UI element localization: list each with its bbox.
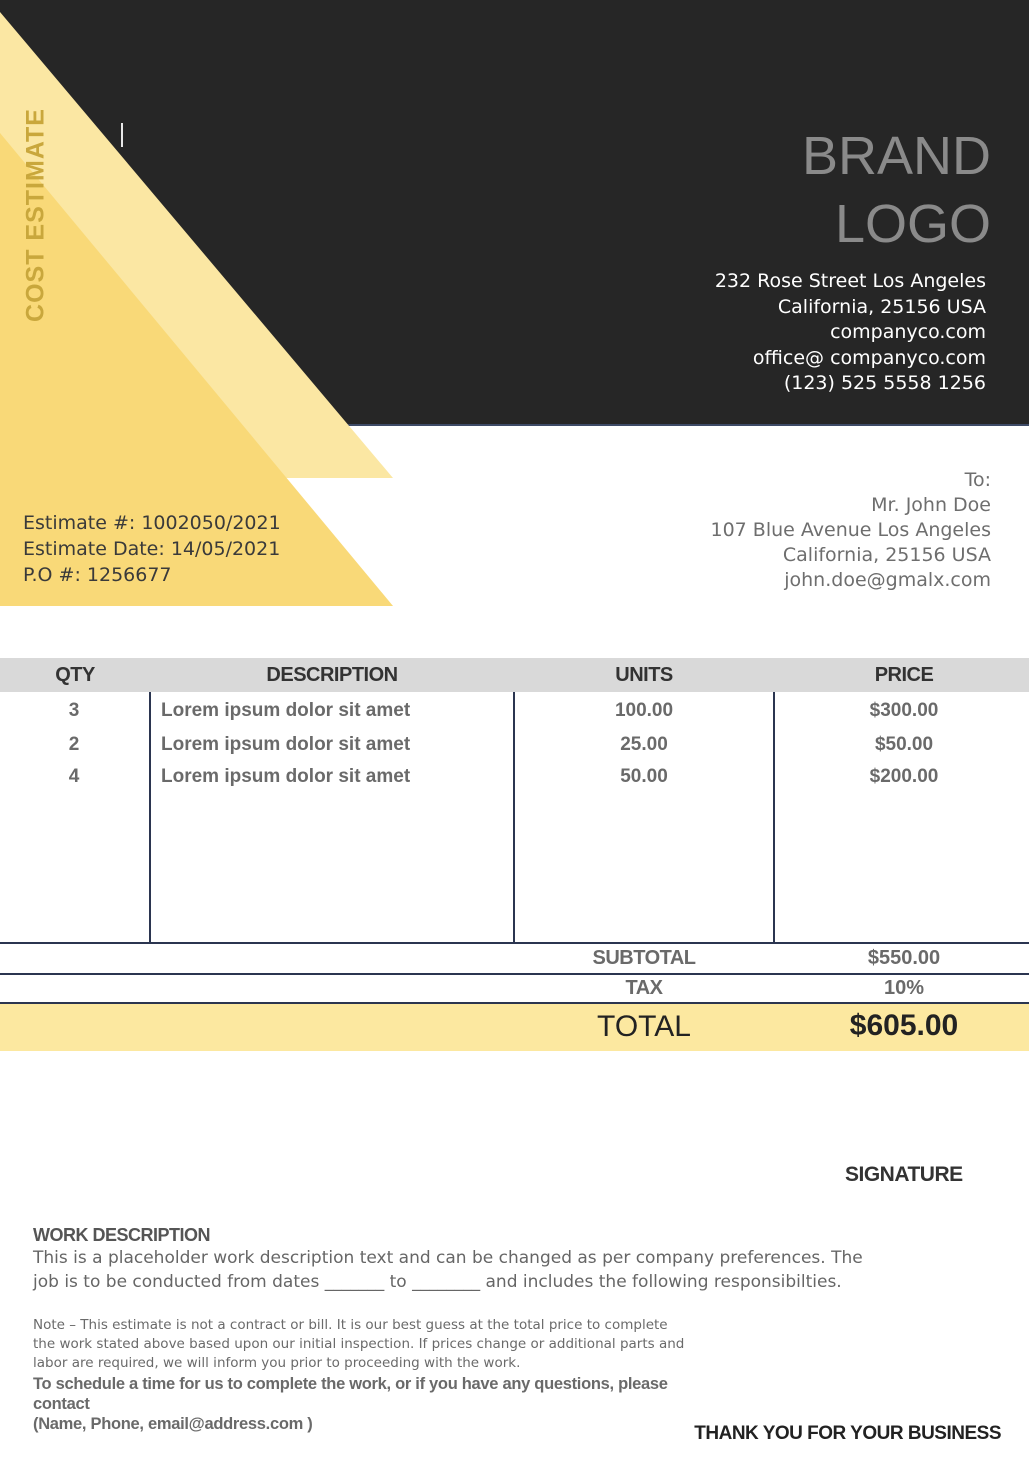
estimate-number: Estimate #: 1002050/2021 bbox=[23, 512, 281, 534]
header-divider bbox=[340, 424, 1029, 426]
row-description: Lorem ipsum dolor sit amet bbox=[161, 734, 411, 755]
contact-text: (Name, Phone, email@address.com ) bbox=[33, 1415, 313, 1433]
estimate-date: Estimate Date: 14/05/2021 bbox=[23, 538, 281, 560]
row-qty: 3 bbox=[68, 700, 80, 721]
company-phone: (123) 525 5558 1256 bbox=[783, 372, 986, 394]
document-title: COST ESTIMATE bbox=[21, 108, 50, 322]
bill-to-label: To: bbox=[964, 469, 991, 491]
header-units: UNITS bbox=[615, 664, 673, 686]
brand-logo-line1: BRAND bbox=[801, 126, 991, 186]
estimate-meta bbox=[23, 510, 281, 588]
text-cursor bbox=[121, 123, 123, 147]
row-price: $200.00 bbox=[869, 766, 939, 787]
subtotal-value: $550.00 bbox=[867, 947, 941, 969]
total-label: TOTAL bbox=[597, 1010, 691, 1043]
table-bottom-rule bbox=[0, 942, 1029, 944]
row-qty: 2 bbox=[68, 734, 80, 755]
bill-to-address-line2: California, 25156 USA bbox=[782, 544, 991, 566]
row-units: 25.00 bbox=[620, 734, 668, 755]
bill-to-name: Mr. John Doe bbox=[871, 494, 991, 516]
signature-label: SIGNATURE bbox=[845, 1163, 963, 1186]
column-divider bbox=[149, 692, 151, 942]
bill-to bbox=[711, 468, 992, 593]
header-qty: QTY bbox=[55, 664, 95, 686]
row-price: $300.00 bbox=[869, 700, 939, 721]
row-description: Lorem ipsum dolor sit amet bbox=[161, 766, 411, 787]
row-price: $50.00 bbox=[874, 734, 934, 755]
brand-logo bbox=[802, 122, 991, 258]
bill-to-address-line1: 107 Blue Avenue Los Angeles bbox=[710, 519, 991, 541]
company-info bbox=[715, 269, 986, 397]
schedule-text: To schedule a time for us to complete the work, or if you have any questions, please contact bbox=[33, 1375, 668, 1413]
work-description-text: This is a placeholder work description text and can be changed as per company preferences. The job is to be conducted from dates _______ to ________ and includes the following responsibilties. bbox=[33, 1248, 863, 1292]
bill-to-email: john.doe@gmalx.com bbox=[784, 569, 991, 591]
subtotal-label: SUBTOTAL bbox=[592, 947, 696, 969]
header-price: PRICE bbox=[874, 664, 934, 686]
tax-label: TAX bbox=[625, 977, 663, 999]
row-units: 100.00 bbox=[614, 700, 674, 721]
brand-logo-line2: LOGO bbox=[834, 194, 991, 254]
row-qty: 4 bbox=[68, 766, 80, 787]
row-description: Lorem ipsum dolor sit amet bbox=[161, 700, 411, 721]
column-divider bbox=[513, 692, 515, 942]
company-address-line2: California, 25156 USA bbox=[777, 295, 986, 318]
header-description: DESCRIPTION bbox=[266, 664, 398, 686]
thank-you-text: THANK YOU FOR YOUR BUSINESS bbox=[694, 1423, 1001, 1444]
column-divider bbox=[773, 692, 775, 942]
total-value: $605.00 bbox=[849, 1009, 959, 1042]
company-address-line1: 232 Rose Street Los Angeles bbox=[714, 270, 986, 292]
company-email: office@ companyco.com bbox=[752, 346, 986, 369]
tax-value: 10% bbox=[883, 977, 925, 999]
work-description-title: WORK DESCRIPTION bbox=[33, 1225, 211, 1245]
subtotal-rule bbox=[0, 973, 1029, 975]
row-units: 50.00 bbox=[620, 766, 668, 787]
po-number: P.O #: 1256677 bbox=[23, 564, 172, 586]
estimate-note: Note – This estimate is not a contract or bill. It is our best guess at the total price to complete the work stated above based upon our initial inspection. If prices change or additional parts and labor are required, we will inform you prior to proceeding with the work. bbox=[33, 1317, 685, 1371]
company-website: companyco.com bbox=[830, 321, 986, 343]
